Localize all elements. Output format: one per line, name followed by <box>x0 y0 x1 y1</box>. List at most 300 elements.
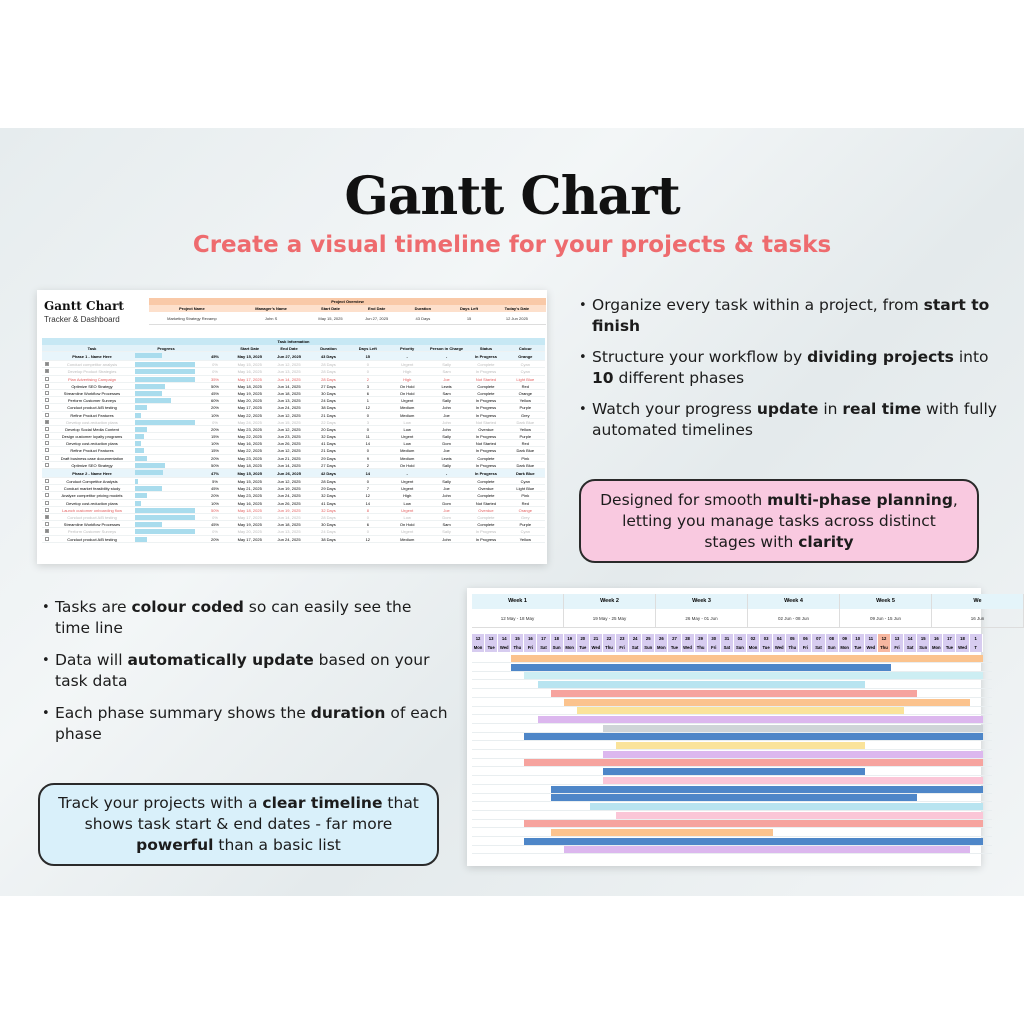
task-checkbox[interactable] <box>42 528 52 534</box>
bullet-text: of each phase <box>55 704 448 743</box>
timeline-bar <box>603 725 983 732</box>
day-number: 08 <box>829 636 834 641</box>
timeline-preview <box>467 588 985 866</box>
progress-percent: 20% <box>210 455 219 461</box>
progress-percent: 45% <box>210 522 219 528</box>
bullet-text: Data will <box>55 651 128 669</box>
timeline-bar <box>577 707 905 714</box>
task-checkbox[interactable] <box>42 390 52 396</box>
task-cell: 28 Days <box>321 369 336 375</box>
task-cell[interactable]: Yellow <box>519 398 532 404</box>
bullet-item <box>40 650 450 692</box>
task-header-cell: Person in Charge <box>430 346 464 351</box>
progress-percent: 0% <box>212 369 218 375</box>
task-name: Refine Product Features <box>70 448 114 454</box>
task-cell: May 19, 2025 <box>237 390 262 396</box>
day-number: 01 <box>737 636 743 641</box>
progress-fill <box>135 434 144 439</box>
day-number: 31 <box>724 636 730 641</box>
progress-percent: 45% <box>210 486 219 492</box>
task-cell[interactable]: Cyan <box>520 362 530 368</box>
task-name: Conduct competitor analysis <box>66 362 118 368</box>
day-name: Fri <box>894 645 900 650</box>
task-cell: Urgent <box>401 434 414 440</box>
day-number: 13 <box>488 636 494 641</box>
task-cell: 2 <box>366 462 369 468</box>
day-cell <box>485 634 498 652</box>
task-checkbox[interactable] <box>42 412 52 418</box>
overview-header-cell: Days Left <box>460 306 479 311</box>
task-cell: Urgent <box>401 507 414 513</box>
task-cell: 9 <box>366 455 369 461</box>
day-number: 25 <box>645 636 651 641</box>
timeline-bar <box>551 786 983 793</box>
feature-list-top <box>577 295 997 451</box>
progress-bar <box>132 478 200 484</box>
timeline-bar <box>524 672 983 679</box>
task-header-cell: Priority <box>400 346 415 351</box>
task-cell[interactable]: Cyan <box>520 369 530 375</box>
task-checkbox[interactable] <box>42 419 52 425</box>
task-cell[interactable]: Purple <box>519 522 532 528</box>
task-name: Conduct Competitor Analysis <box>66 479 118 484</box>
timeline-bar <box>511 664 891 671</box>
progress-fill <box>135 479 138 484</box>
task-checkbox[interactable] <box>42 500 52 506</box>
bullet-text: with fully automated timelines <box>592 400 997 439</box>
week-name: Week 4 <box>748 594 839 609</box>
task-cell[interactable]: Yellow <box>519 536 532 542</box>
task-checkbox[interactable] <box>42 376 52 382</box>
task-cell: Jun 14, 2025 <box>277 462 301 468</box>
task-checkbox[interactable] <box>42 507 52 513</box>
task-cell[interactable]: Orange <box>518 507 532 513</box>
task-header-row <box>42 345 545 352</box>
bullet-text: Organize every task within a project, from <box>592 296 924 314</box>
task-cell: 3 <box>366 383 369 389</box>
task-cell[interactable]: Dark Blue <box>516 462 535 468</box>
progress-percent: 15% <box>210 448 219 454</box>
day-name: Wed <box>958 645 967 650</box>
task-row <box>42 521 545 528</box>
day-name: T <box>974 645 977 650</box>
task-cell: In Progress <box>474 354 497 360</box>
day-number: 22 <box>606 636 612 641</box>
task-row <box>42 390 545 397</box>
task-cell: Jun 12, 2025 <box>277 479 301 484</box>
task-cell: Jun 14, 2025 <box>277 383 301 389</box>
task-cell: May 16, 2025 <box>237 441 262 447</box>
progress-bar <box>132 440 200 446</box>
task-cell: Jun 26, 2025 <box>277 471 301 476</box>
day-cell <box>524 634 537 652</box>
day-name: Tue <box>670 645 679 650</box>
progress-fill <box>135 369 195 374</box>
spreadsheet-preview <box>37 290 547 564</box>
task-cell: 30 Days <box>321 522 336 528</box>
day-number: 13 <box>894 636 900 641</box>
task-cell: May 22, 2025 <box>237 448 262 454</box>
timeline-bar <box>564 699 970 706</box>
day-number: 21 <box>593 636 599 641</box>
task-header-cell: Days Left <box>358 346 377 351</box>
task-name: Conduct product A/B testing <box>67 514 117 520</box>
task-cell[interactable]: Light Blue <box>516 486 535 492</box>
task-row <box>42 361 545 368</box>
progress-fill <box>135 508 195 513</box>
task-name: Streamline Workflow Processes <box>63 522 121 528</box>
day-name: Mon <box>473 645 483 650</box>
task-header-cell: Duration <box>320 346 337 351</box>
day-cell <box>498 634 511 652</box>
day-cell <box>642 634 655 652</box>
task-cell: Jun 19, 2025 <box>277 507 301 513</box>
progress-bar <box>132 376 200 382</box>
task-cell: Jun 13, 2025 <box>277 529 301 535</box>
progress-bar <box>132 404 200 410</box>
progress-fill <box>135 427 147 432</box>
task-cell: Lewis <box>441 455 452 461</box>
task-cell[interactable]: Red <box>521 441 529 447</box>
task-cell: 20 Days <box>321 426 336 432</box>
task-cell[interactable]: Pink <box>521 493 530 499</box>
overview-header-cell: Project Name <box>179 306 205 311</box>
bullet-text: different phases <box>613 369 745 387</box>
callout-timeline-text: Track your projects with a clear timeline that shows task start & end dates - far more powerful than a basic list <box>58 794 419 854</box>
day-cell <box>695 634 708 652</box>
day-number: 27 <box>672 636 677 641</box>
task-name: Plan Advertising Campaign <box>67 376 117 382</box>
task-cell: In Progress <box>475 536 497 542</box>
progress-fill <box>135 420 195 425</box>
overview-value-cell: John S <box>264 316 278 321</box>
progress-fill <box>135 377 195 382</box>
task-cell: Not Started <box>475 419 497 425</box>
timeline-bar <box>616 742 865 749</box>
task-cell: 32 Days <box>321 507 336 513</box>
day-number: 15 <box>514 636 520 641</box>
bullet-bold: colour coded <box>131 598 244 616</box>
task-cell: High <box>403 493 412 499</box>
task-cell: High <box>403 376 412 382</box>
task-cell: Jun 12, 2025 <box>277 426 301 432</box>
task-cell[interactable]: Dark Blue <box>516 448 535 454</box>
task-cell: Complete <box>477 383 495 389</box>
timeline-bar <box>551 690 918 697</box>
task-cell[interactable]: Cyan <box>520 529 530 535</box>
task-checkbox[interactable] <box>42 462 52 468</box>
week-name: Week 2 <box>564 594 655 609</box>
progress-fill <box>135 362 195 367</box>
progress-fill <box>135 486 162 491</box>
task-name: Develop Social Media Content <box>65 426 119 432</box>
progress-percent: 20% <box>210 493 219 499</box>
day-cell <box>917 634 930 652</box>
day-cell <box>930 634 943 652</box>
task-cell[interactable]: Yellow <box>519 426 532 432</box>
week-column <box>472 594 564 628</box>
task-row <box>42 485 545 492</box>
timeline-bar <box>564 846 970 853</box>
task-cell[interactable]: Purple <box>519 434 532 440</box>
task-cell: Sally <box>442 529 451 535</box>
task-cell: Jun 23, 2025 <box>277 434 301 440</box>
task-cell: - <box>406 354 408 360</box>
task-cell[interactable]: Cyan <box>520 479 530 484</box>
sheet-subtitle: Tracker & Dashboard <box>44 315 120 324</box>
day-name: Fri <box>802 645 809 650</box>
task-cell: John <box>442 405 451 411</box>
task-cell: May 18, 2025 <box>237 462 262 468</box>
task-cell: 15 <box>365 354 371 360</box>
day-cell <box>878 634 891 652</box>
task-table <box>42 338 545 543</box>
progress-fill <box>135 537 147 542</box>
task-cell: May 17, 2025 <box>237 536 262 542</box>
timeline-bar <box>538 716 983 723</box>
day-name: Sun <box>552 645 561 650</box>
task-checkbox[interactable] <box>42 514 52 520</box>
overview-value-cell: 12 Jun 2025 <box>505 316 528 321</box>
task-cell[interactable]: Purple <box>519 405 532 411</box>
task-cell: - <box>445 471 448 476</box>
task-cell: On Hold <box>399 462 415 468</box>
bullet-item <box>577 399 997 441</box>
task-cell: 6 <box>366 522 369 528</box>
task-checkbox[interactable] <box>42 447 52 453</box>
progress-bar <box>132 433 200 439</box>
task-name: Optimize SEO Strategy <box>71 462 113 468</box>
day-cell <box>682 634 695 652</box>
task-cell: Urgent <box>401 529 414 535</box>
task-cell: May 17, 2025 <box>237 376 262 382</box>
day-number: 05 <box>789 636 795 641</box>
task-cell: 28 Days <box>321 514 336 520</box>
task-cell: Sam <box>442 369 451 375</box>
task-cell: May 19, 2025 <box>237 522 262 528</box>
day-name: Thu <box>788 645 797 650</box>
task-cell: 12 <box>365 493 371 499</box>
task-checkbox[interactable] <box>42 521 52 527</box>
timeline-bar <box>538 681 866 688</box>
task-cell: Low <box>403 514 411 520</box>
progress-bar <box>132 507 200 513</box>
day-number: 03 <box>763 636 769 641</box>
feature-list-bottom <box>40 597 450 756</box>
day-name: Tue <box>579 645 587 650</box>
task-cell: May 16, 2025 <box>237 369 262 375</box>
progress-bar <box>132 426 200 432</box>
week-dates: 19 May - 25 May <box>564 609 655 628</box>
overview-header-cell: Start Date <box>321 306 340 311</box>
overview-value-cell: Jun 27, 2025 <box>365 316 389 321</box>
task-checkbox[interactable] <box>42 492 52 498</box>
progress-bar <box>132 455 200 461</box>
task-cell: Jun 26, 2025 <box>277 441 301 447</box>
timeline-bar <box>524 820 983 827</box>
task-cell: In Progress <box>475 448 497 454</box>
task-cell: Sally <box>442 479 451 484</box>
week-column <box>656 594 748 628</box>
task-cell: Jun 13, 2025 <box>277 369 301 375</box>
task-cell: Dom <box>442 441 451 447</box>
task-cell: 0 <box>366 529 369 535</box>
task-cell: Jun 14, 2025 <box>277 514 301 520</box>
task-cell: Medium <box>400 412 415 418</box>
day-cell <box>773 634 786 652</box>
task-cell: 14 <box>365 441 371 447</box>
timeline-bar <box>524 759 983 766</box>
progress-fill <box>135 413 141 418</box>
task-cell: 32 Days <box>321 493 336 499</box>
task-cell[interactable]: Orange <box>518 354 533 360</box>
bullet-item <box>577 347 997 389</box>
overview-value-cell: 43 Days <box>415 316 431 321</box>
day-name: Mon <box>748 645 758 650</box>
day-header-row <box>472 634 992 652</box>
day-name: Wed <box>866 645 876 650</box>
task-cell: May 15, 2025 <box>237 362 262 368</box>
progress-fill <box>135 405 147 410</box>
progress-percent: 20% <box>210 536 219 542</box>
bullet-bold: 10 <box>592 369 614 387</box>
day-name: Fri <box>619 645 625 650</box>
progress-bar <box>132 390 200 396</box>
task-row <box>42 528 545 535</box>
task-cell[interactable]: Orange <box>518 390 532 396</box>
day-number: 07 <box>816 636 821 641</box>
task-checkbox[interactable] <box>42 368 52 374</box>
task-cell: 0 <box>366 514 369 520</box>
timeline-bar <box>603 768 865 775</box>
task-name: Design customer loyalty programs <box>61 434 123 440</box>
overview-header-cell: Duration <box>414 306 432 311</box>
task-row <box>42 478 545 485</box>
task-checkbox[interactable] <box>42 397 52 403</box>
task-cell: Medium <box>400 405 415 411</box>
progress-bar <box>132 492 200 498</box>
task-checkbox[interactable] <box>42 536 52 542</box>
task-header-cell <box>200 345 230 351</box>
task-cell[interactable]: Grey <box>520 412 530 418</box>
task-row <box>42 368 545 375</box>
day-cell <box>799 634 812 652</box>
day-name: Thu <box>880 645 888 650</box>
progress-bar <box>132 419 200 425</box>
timeline-bar <box>524 838 983 845</box>
task-name: Perform Customer Surveys <box>67 398 117 404</box>
task-cell: Complete <box>477 390 495 396</box>
task-cell[interactable]: Light Blue <box>516 376 535 382</box>
task-cell[interactable]: Dark Blue <box>515 471 535 476</box>
timeline-bar <box>603 751 983 758</box>
progress-fill <box>135 384 165 389</box>
day-cell <box>629 634 642 652</box>
task-cell: May 15, 2025 <box>237 354 262 360</box>
task-cell: Sally <box>442 462 451 468</box>
task-cell: Overdue <box>478 486 494 492</box>
task-checkbox[interactable] <box>42 485 52 491</box>
bullet-bold: duration <box>310 704 386 722</box>
task-cell: Sally <box>442 398 451 404</box>
task-checkbox[interactable] <box>42 455 52 461</box>
day-number: 19 <box>567 636 573 641</box>
task-checkbox <box>42 352 52 360</box>
task-row <box>42 376 545 383</box>
progress-fill <box>135 448 144 453</box>
day-number: 15 <box>920 636 926 641</box>
project-overview <box>149 298 546 325</box>
day-cell <box>970 634 983 652</box>
task-cell: 6 <box>366 390 369 396</box>
task-header-cell: End Date <box>280 346 298 351</box>
task-checkbox[interactable] <box>42 478 52 484</box>
task-cell[interactable]: Red <box>521 500 529 506</box>
task-cell: In Progress <box>475 398 497 404</box>
day-number: 09 <box>842 636 847 641</box>
task-cell: May 22, 2025 <box>237 412 262 418</box>
task-cell[interactable]: Dark Blue <box>516 419 535 425</box>
callout-multi-phase <box>579 479 979 563</box>
task-cell: 30 Days <box>321 390 336 396</box>
task-checkbox[interactable] <box>42 433 52 439</box>
bullet-text: so can easily see the time line <box>55 598 412 637</box>
day-cell <box>603 634 616 652</box>
day-number: 29 <box>698 636 703 641</box>
task-name: Refine Product Features <box>70 412 114 418</box>
progress-bar <box>132 352 200 360</box>
task-cell: Joe <box>443 376 450 382</box>
callout-timeline <box>38 783 439 866</box>
day-cell <box>564 634 577 652</box>
bullet-bold: dividing projects <box>807 348 954 366</box>
task-cell[interactable]: Grey <box>520 514 530 520</box>
day-name: Fri <box>527 645 534 650</box>
progress-percent: 10% <box>210 500 219 506</box>
day-number: 10 <box>855 636 861 641</box>
progress-bar <box>132 536 200 542</box>
task-checkbox[interactable] <box>42 440 52 446</box>
overview-header-cell: End Date <box>368 306 386 311</box>
timeline-bar <box>511 655 983 662</box>
week-name: We <box>932 594 1023 609</box>
day-cell <box>956 634 969 652</box>
task-header-cell: Progress <box>157 346 175 351</box>
task-checkbox[interactable] <box>42 426 52 432</box>
progress-percent: 47% <box>210 471 219 476</box>
task-cell: On Hold <box>399 522 415 528</box>
task-row <box>42 383 545 390</box>
task-checkbox[interactable] <box>42 404 52 410</box>
day-cell <box>668 634 681 652</box>
task-checkbox[interactable] <box>42 361 52 367</box>
task-name: Perform Customer Surveys <box>67 529 117 535</box>
progress-fill <box>135 522 162 527</box>
task-cell: May 20, 2025 <box>237 398 262 404</box>
task-cell: 21 Days <box>321 448 336 454</box>
task-cell: 22 Days <box>321 419 336 425</box>
task-cell: 12 <box>365 536 371 542</box>
task-cell: Jun 27, 2025 <box>277 354 301 360</box>
day-cell <box>511 634 524 652</box>
task-cell: John <box>442 426 451 432</box>
task-cell[interactable]: Pink <box>521 455 530 461</box>
task-cell[interactable]: Red <box>521 383 529 389</box>
task-cell: Not Started <box>475 500 497 506</box>
task-cell: Joe <box>443 448 450 454</box>
task-checkbox[interactable] <box>42 383 52 389</box>
task-cell: Joe <box>443 507 450 513</box>
